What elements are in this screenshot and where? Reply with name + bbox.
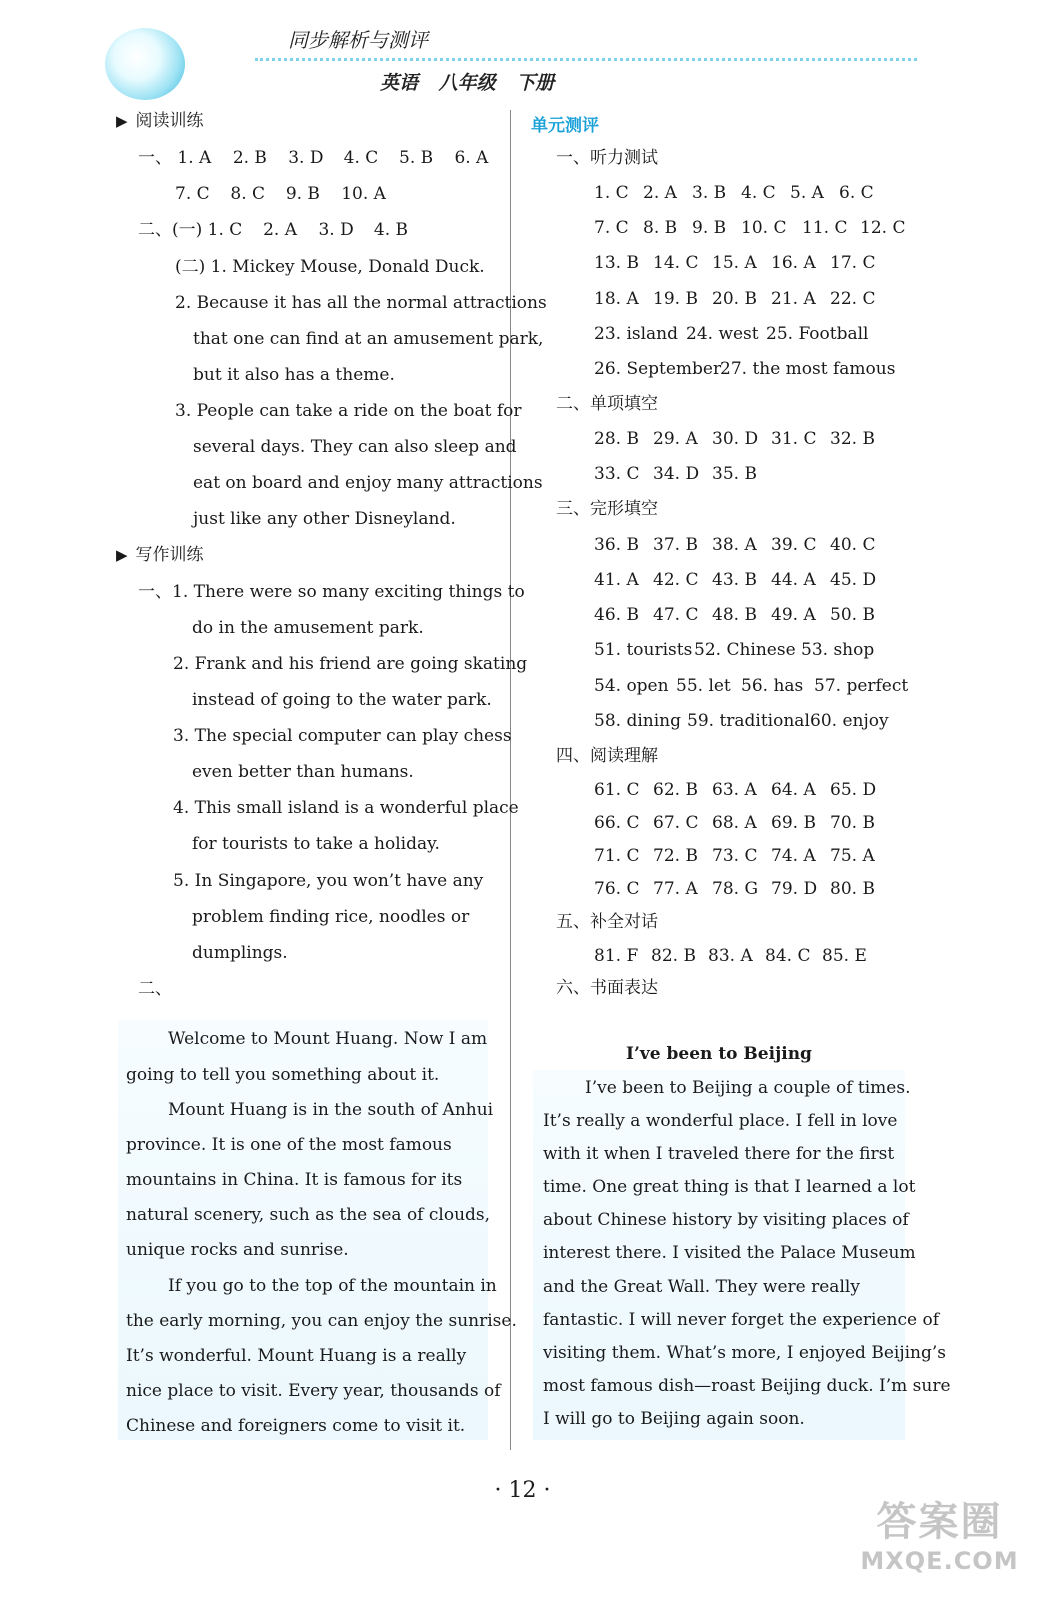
- answer: 67. C: [653, 813, 699, 833]
- answer-row: [594, 675, 908, 697]
- answer: 10. A: [341, 184, 386, 204]
- answer-row: [594, 878, 875, 900]
- answer: 46. B: [594, 605, 639, 625]
- answer: 9. B: [285, 184, 320, 204]
- essay-line: It’s wonderful. Mount Huang is a really: [126, 1346, 467, 1366]
- answer: 8. B: [643, 218, 678, 238]
- answer: 10. C: [741, 218, 787, 238]
- answer: 28. B: [594, 429, 639, 449]
- answer-line: that one can find at an amusement park,: [193, 329, 544, 349]
- answer: 82. B: [651, 946, 696, 966]
- reading-part2a: [138, 219, 408, 241]
- subject-line: [380, 68, 554, 95]
- answer-row: [594, 252, 875, 274]
- reading-part1-row1: [138, 147, 488, 169]
- answer: 73. C: [712, 846, 758, 866]
- answer: 33. C: [594, 464, 640, 484]
- essay-line: and the Great Wall. They were really: [543, 1277, 860, 1297]
- answer: 2. A: [643, 183, 677, 203]
- answer-line: 2. Because it has all the normal attractions: [175, 293, 547, 313]
- essay-line: time. One great thing is that I learned a lot: [543, 1177, 916, 1197]
- section-heading: 三、完形填空: [556, 499, 658, 519]
- answer: 72. B: [653, 846, 698, 866]
- answer: 4. C: [343, 148, 379, 168]
- answer: 34. D: [653, 464, 700, 484]
- essay-line: If you go to the top of the mountain in: [168, 1276, 497, 1296]
- answer: 69. B: [771, 813, 816, 833]
- answer: 59. traditional: [687, 711, 810, 731]
- answer: 58. dining: [594, 711, 681, 731]
- answer: 41. A: [594, 570, 639, 590]
- answer-row: [594, 323, 869, 345]
- watermark-text: 答案圈: [876, 1499, 1003, 1545]
- answer: 68. A: [712, 813, 757, 833]
- answer: 53. shop: [801, 640, 875, 660]
- grade: 八年级: [438, 72, 496, 94]
- answer-row: [594, 812, 875, 834]
- section-heading: 二、单项填空: [556, 394, 658, 414]
- answer: 26. September: [594, 359, 722, 379]
- essay-line: nice place to visit. Every year, thousands of: [126, 1381, 501, 1401]
- answer: 71. C: [594, 846, 640, 866]
- answer: 22. C: [830, 289, 876, 309]
- answer: 23. island: [594, 324, 679, 344]
- answer: 74. A: [771, 846, 816, 866]
- answer: 55. let: [676, 676, 731, 696]
- reading-training-heading: ▶ 阅读训练: [116, 111, 204, 131]
- answer: 7. C: [594, 218, 629, 238]
- answer-line: for tourists to take a holiday.: [192, 834, 440, 854]
- answer: 17. C: [830, 253, 876, 273]
- section-heading: 一、听力测试: [556, 148, 658, 168]
- answer: 4. C: [741, 183, 776, 203]
- answer: 37. B: [653, 535, 698, 555]
- answer-line: instead of going to the water park.: [192, 690, 492, 710]
- essay-line: It’s really a wonderful place. I fell in love: [543, 1111, 898, 1131]
- answer: 3. D: [288, 148, 324, 168]
- answer: 64. A: [771, 780, 816, 800]
- essay-line: the early morning, you can enjoy the sunrise.: [126, 1311, 517, 1331]
- essay-line: visiting them. What’s more, I enjoyed Beijing’s: [543, 1343, 946, 1363]
- answer: 66. C: [594, 813, 640, 833]
- answer: 32. B: [830, 429, 875, 449]
- answer: 83. A: [708, 946, 753, 966]
- header-dotted-rule: [255, 58, 917, 61]
- answer: 48. B: [712, 605, 757, 625]
- answer: 43. B: [712, 570, 757, 590]
- answer-line: just like any other Disneyland.: [193, 509, 456, 529]
- answer-line: even better than humans.: [192, 762, 414, 782]
- answer: 57. perfect: [814, 676, 909, 696]
- answer-row: [594, 463, 757, 485]
- essay-line: mountains in China. It is famous for its: [126, 1170, 463, 1190]
- essay-line: about Chinese history by visiting places of: [543, 1210, 909, 1230]
- answer-line: problem finding rice, noodles or: [192, 907, 470, 927]
- answer-row: [594, 604, 875, 626]
- answer: 63. A: [712, 780, 757, 800]
- answer: 61. C: [594, 780, 640, 800]
- answer-line: 4. This small island is a wonderful place: [173, 798, 519, 818]
- essay-line: interest there. I visited the Palace Museum: [543, 1243, 916, 1263]
- triangle-bullet-icon: ▶: [116, 546, 128, 564]
- answer: 35. B: [712, 464, 757, 484]
- answer: 16. A: [771, 253, 816, 273]
- answer: 3. B: [692, 183, 727, 203]
- answer: 44. A: [771, 570, 816, 590]
- answer: 79. D: [771, 879, 818, 899]
- answer: 54. open: [594, 676, 669, 696]
- volume: 下册: [516, 72, 555, 94]
- answer: 20. B: [712, 289, 757, 309]
- reading-part2b-a1: [175, 256, 485, 278]
- answer: 40. C: [830, 535, 876, 555]
- essay-line: most famous dish—roast Beijing duck. I’m sure: [543, 1376, 951, 1396]
- essay-line: Mount Huang is in the south of Anhui: [168, 1100, 494, 1120]
- essay-line: going to tell you something about it.: [126, 1065, 440, 1085]
- subject: 英语: [380, 72, 419, 94]
- answer: 5. B: [399, 148, 434, 168]
- answer: 51. tourists: [594, 640, 693, 660]
- answer: 70. B: [830, 813, 875, 833]
- answer: 42. C: [653, 570, 699, 590]
- answer: 30. D: [712, 429, 759, 449]
- header-logo-orb: [105, 28, 185, 100]
- answer: 25. Football: [766, 324, 869, 344]
- answer: 85. E: [822, 946, 867, 966]
- answer-row: [594, 182, 874, 204]
- answer: 47. C: [653, 605, 699, 625]
- part-label: 一、: [138, 148, 172, 168]
- answer: 14. C: [653, 253, 699, 273]
- essay-line: I’ve been to Beijing a couple of times.: [585, 1078, 911, 1098]
- answer: 60. enjoy: [810, 711, 889, 731]
- answer-line: several days. They can also sleep and: [193, 437, 517, 457]
- answer: 5. A: [790, 183, 824, 203]
- answer-row: [594, 217, 905, 239]
- answer: 13. B: [594, 253, 639, 273]
- answer-line: 3. People can take a ride on the boat for: [175, 401, 522, 421]
- answer: 75. A: [830, 846, 875, 866]
- unit-test-heading: 单元测评: [531, 116, 599, 136]
- answer-row: [594, 945, 867, 967]
- part-label: 一、: [138, 582, 172, 602]
- answer: 6. C: [839, 183, 874, 203]
- writing-training-heading: ▶ 写作训练: [116, 545, 204, 565]
- answer: 29. A: [653, 429, 698, 449]
- answer: 27. the most famous: [720, 359, 896, 379]
- answer: 65. D: [830, 780, 877, 800]
- answer-row: [594, 569, 876, 591]
- reading-part1-row2: [175, 183, 386, 205]
- answer-line: do in the amusement park.: [192, 618, 424, 638]
- essay-line: fantastic. I will never forget the experience of: [543, 1310, 940, 1330]
- answer: 15. A: [712, 253, 757, 273]
- essay-line: natural scenery, such as the sea of clouds,: [126, 1205, 491, 1225]
- answer: 12. C: [860, 218, 906, 238]
- answer: 52. Chinese: [694, 640, 796, 660]
- answer: 76. C: [594, 879, 640, 899]
- answer-line: but it also has a theme.: [193, 365, 395, 385]
- essay-line: with it when I traveled there for the first: [543, 1144, 895, 1164]
- answer: 50. B: [830, 605, 875, 625]
- page-number: · 12 ·: [494, 1478, 551, 1503]
- answer-line: 3. The special computer can play chess: [173, 726, 512, 746]
- answer: 1. C: [207, 220, 243, 240]
- answer: 3. D: [318, 220, 354, 240]
- answer: 49. A: [771, 605, 816, 625]
- answer: 39. C: [771, 535, 817, 555]
- answer: 1. A: [177, 148, 212, 168]
- answer: 81. F: [594, 946, 639, 966]
- answer-row: [594, 428, 875, 450]
- answer: 6. A: [454, 148, 489, 168]
- answer: 45. D: [830, 570, 877, 590]
- essay-title: I’ve been to Beijing: [626, 1044, 812, 1064]
- answer-line: 2. Frank and his friend are going skating: [173, 654, 528, 674]
- answer: 78. G: [712, 879, 759, 899]
- answer: 18. A: [594, 289, 639, 309]
- section-heading: 六、书面表达: [556, 978, 658, 998]
- answer: 21. A: [771, 289, 816, 309]
- answer-row: [594, 710, 889, 732]
- section-heading: 四、阅读理解: [556, 746, 658, 766]
- part-label: 二、: [138, 979, 172, 999]
- answer: 56. has: [741, 676, 804, 696]
- series-title: 同步解析与测评: [288, 28, 428, 52]
- answer: 84. C: [765, 946, 811, 966]
- answer-row: [594, 845, 875, 867]
- answer: 11. C: [802, 218, 848, 238]
- essay-line: Chinese and foreigners come to visit it.: [126, 1416, 466, 1436]
- essay-line: province. It is one of the most famous: [126, 1135, 452, 1155]
- answer: 31. C: [771, 429, 817, 449]
- answer: 36. B: [594, 535, 639, 555]
- answer-row: [594, 358, 895, 380]
- answer: 8. C: [230, 184, 266, 204]
- watermark-logo: [852, 1490, 1027, 1590]
- answer: 62. B: [653, 780, 698, 800]
- essay-line: I will go to Beijing again soon.: [543, 1409, 805, 1429]
- essay-line: Welcome to Mount Huang. Now I am: [168, 1029, 488, 1049]
- answer: 7. C: [175, 184, 210, 204]
- part-label: 二、(一): [138, 220, 203, 240]
- part-label: (二): [175, 257, 206, 277]
- answer: 1. C: [594, 183, 629, 203]
- answer: 77. A: [653, 879, 698, 899]
- answer: 38. A: [712, 535, 757, 555]
- answer-row: [594, 534, 875, 556]
- answer: 2. A: [263, 220, 297, 240]
- answer-line: eat on board and enjoy many attractions: [193, 473, 543, 493]
- answer: 2. B: [232, 148, 267, 168]
- triangle-bullet-icon: ▶: [116, 112, 128, 130]
- answer: 1. Mickey Mouse, Donald Duck.: [210, 257, 485, 277]
- answer-line: 5. In Singapore, you won’t have any: [173, 871, 484, 891]
- answer: 80. B: [830, 879, 875, 899]
- answer-line: dumplings.: [192, 943, 288, 963]
- answer: 24. west: [686, 324, 759, 344]
- answer: 9. B: [692, 218, 727, 238]
- section-heading: 五、补全对话: [556, 912, 658, 932]
- answer: 19. B: [653, 289, 698, 309]
- essay-line: unique rocks and sunrise.: [126, 1240, 349, 1260]
- answer-row: [594, 639, 874, 661]
- answer: 4. B: [373, 220, 409, 240]
- answer-row: [594, 779, 876, 801]
- watermark-url: MXQE.COM: [860, 1547, 1019, 1575]
- answer-row: [594, 288, 875, 310]
- writing-s1: 一、1. There were so many exciting things to: [138, 582, 525, 602]
